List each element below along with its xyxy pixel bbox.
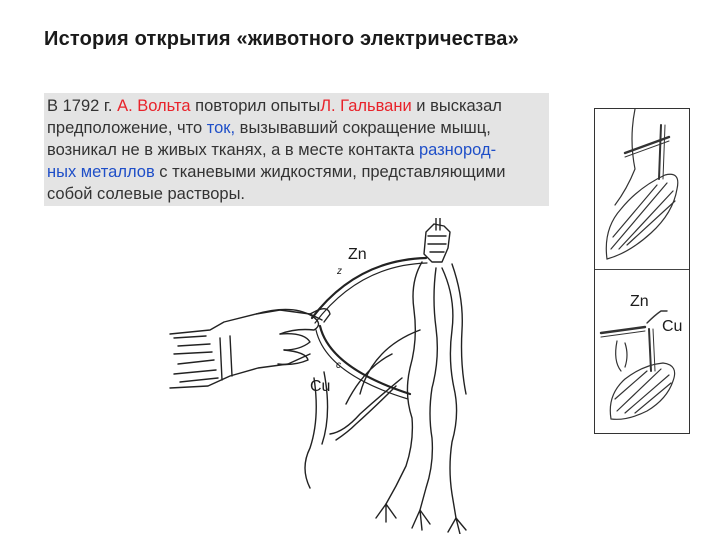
galvani-frog-illustration <box>160 218 470 534</box>
text-segment: вызывавший сокращение мышц, <box>235 119 491 137</box>
main-cu-label: Cu <box>310 378 331 395</box>
text-segment: и высказал <box>411 97 502 115</box>
text-segment: собой солевые растворы. <box>47 185 246 203</box>
side-cu-label: Cu <box>662 318 683 335</box>
main-c-small-label: c <box>336 360 341 371</box>
highlight-volta: А. Вольта <box>117 97 191 115</box>
side-figure-top <box>595 109 689 267</box>
side-panel <box>594 108 690 434</box>
nerve-strands <box>305 330 420 488</box>
highlight-current: ток, <box>206 119 236 137</box>
main-zn-label: Zn <box>348 246 367 263</box>
hand-drawing <box>170 309 330 388</box>
slide-title: История открытия «животного электричества» <box>44 28 519 50</box>
text-segment: с тканевыми жидкостями, представляющими <box>154 163 506 181</box>
text-segment: возникал не в живых тканях, а в месте контакта <box>47 141 419 159</box>
highlight-metals-2: ных металлов <box>47 163 155 181</box>
side-panel-divider <box>595 269 689 270</box>
highlight-galvani: Л. Гальвани <box>320 97 412 115</box>
text-segment: предположение, что <box>47 119 207 137</box>
frog-legs-drawing <box>376 218 466 534</box>
highlight-metals-1: разнород- <box>418 141 497 159</box>
text-segment: В 1792 г. <box>47 97 118 115</box>
side-zn-label: Zn <box>630 293 649 310</box>
text-box <box>44 93 549 206</box>
paragraph <box>47 95 549 205</box>
text-segment: повторил опыты <box>190 97 321 115</box>
main-z-small-label: z <box>337 266 342 277</box>
